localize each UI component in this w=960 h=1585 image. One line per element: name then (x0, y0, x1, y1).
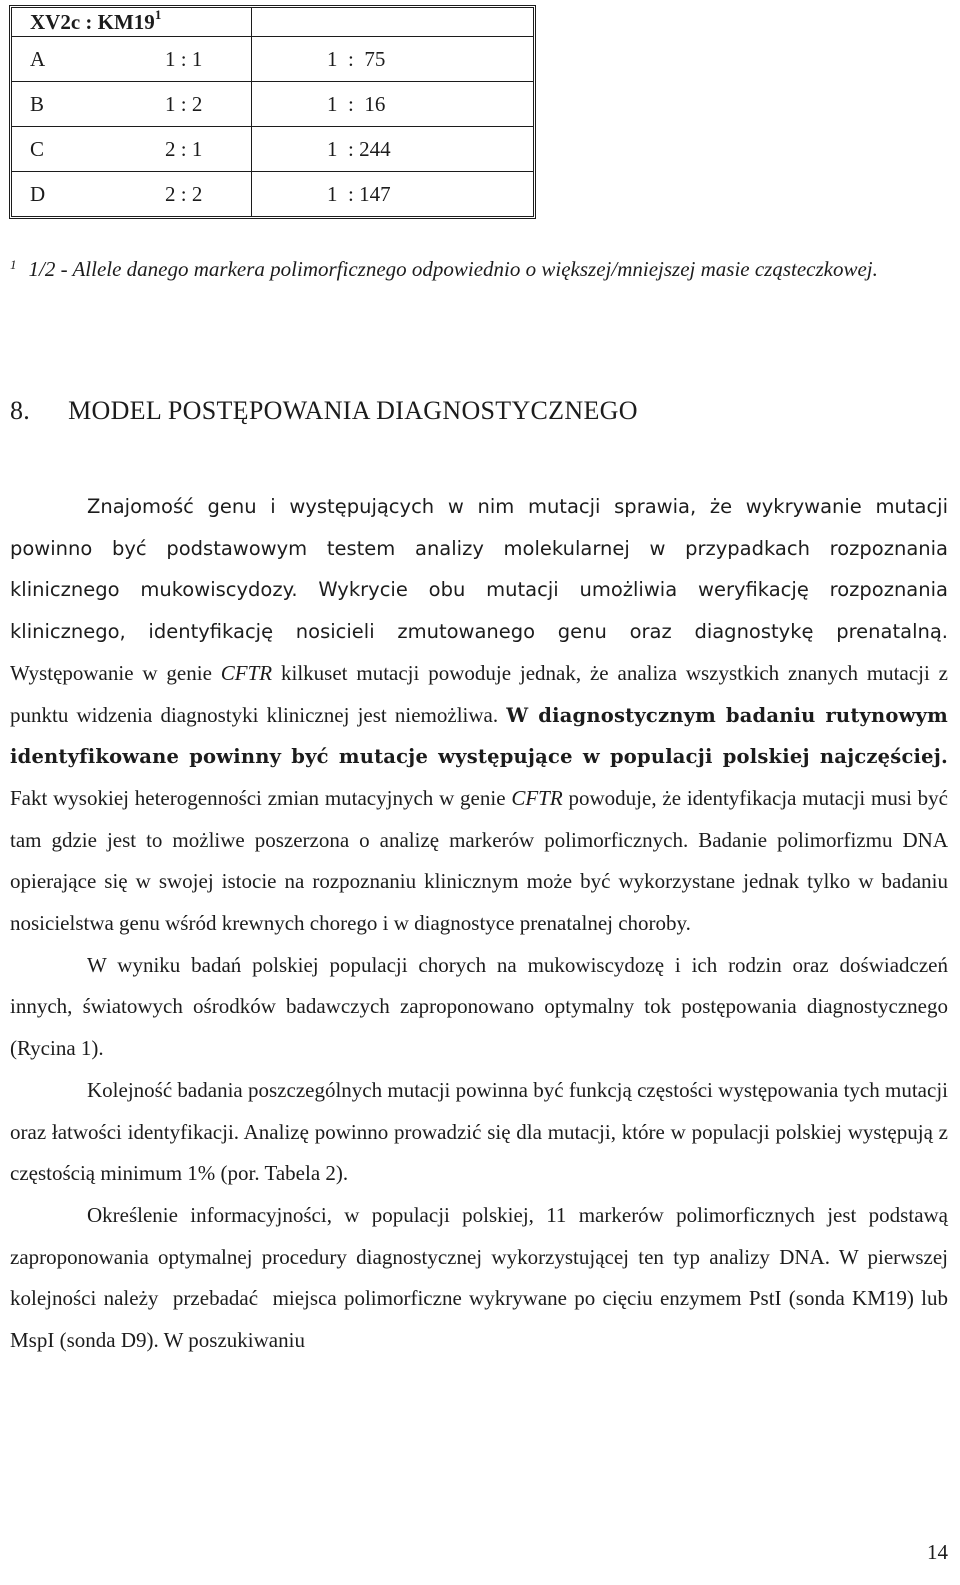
paragraph-3: Kolejność badania poszczególnych mutacji powinna być funkcją częstości występowania tych mutacji oraz łatwości identyfikacji. Analizę powinno prowadzić się dla mutacji, które w populacji polskiej występują z częstością minimum 1% (por. Tabela 2). (10, 1077, 948, 1186)
paragraph-1-run-3a: Fakt wysokiej heterogenności zmian mutacyjnych w genie (10, 785, 512, 810)
table-row (12, 36, 533, 81)
row-label: D (12, 171, 148, 216)
row-ratio: 1 : 16 (252, 81, 533, 126)
table-header-label: XV2c : KM19 (30, 9, 155, 34)
table-header-superscript: 1 (154, 6, 162, 22)
section-heading (10, 396, 638, 426)
section-number: 8. (10, 396, 31, 425)
row-allele: 1 : 2 (148, 81, 252, 126)
page-number: 14 (927, 1540, 948, 1564)
table-row (12, 126, 533, 171)
paragraph-1-run-2c: kilkuset mutacji powoduje jednak, że analiza wszystkich znanych mutacji z punktu widzenia diagnostyki klinicznej jest niemożliwa. (10, 660, 949, 727)
paragraph-1-run-3c: powoduje, że identyfikacja mutacji musi być tam gdzie jest to możliwe poszerzona o analizę markerów polimorficznych. Badanie polimorfizmu DNA opierające się w swojej istocie na rozpoznaniu klinicznym może być wykorzystane jednak tylko w badaniu nosicielstwa genu wśród krewnych chorego i w diagnostyce prenatalnej choroby. (10, 785, 948, 936)
paragraph-4: Określenie informacyjności, w populacji polskiej, 11 markerów polimorficznych jest podstawą zaproponowania optymalnej procedury diagnostycznej wykorzystującej ten typ analizy DNA. W pierwszej kolejności należy przebadać miejsca polimorficzne wykrywane po cięciu enzymem PstI (sonda KM19) lub MspI (sonda D9). W poszukiwaniu (10, 1202, 954, 1353)
row-label: A (12, 36, 148, 81)
paragraph-2: W wyniku badań polskiej populacji chorych na mukowiscydozę i ich rodzin oraz doświadczeń innych, światowych ośrodków badawczych zaproponowano optymalny tok postępowania diagnostycznego (Rycina 1). (10, 952, 948, 1061)
table-header-cell (12, 8, 252, 36)
row-allele: 2 : 2 (148, 171, 252, 216)
footnote-text: 1/2 - Allele danego markera polimorficznego odpowiednio o większej/mniejszej masie cząsteczkowej. (28, 257, 878, 281)
row-ratio: 1 : 147 (252, 171, 533, 216)
genotype-risk-table (9, 5, 536, 219)
gene-name-cftr: CFTR (220, 660, 273, 685)
footnote-marker: 1 (10, 257, 17, 272)
row-label: B (12, 81, 148, 126)
table-header-row (12, 8, 533, 36)
table-row (12, 81, 533, 126)
row-allele: 1 : 1 (148, 36, 252, 81)
row-ratio: 1 : 75 (252, 36, 533, 81)
footnote (10, 250, 940, 288)
body-text (10, 486, 954, 1362)
gene-name-cftr: CFTR (511, 785, 563, 810)
table-row (12, 171, 533, 216)
paragraph-1-run-2a: Występowanie w genie (10, 660, 221, 685)
row-label: C (12, 126, 148, 171)
paragraph-1-bold-run: W diagnostycznym badaniu rutynowym identyfikowane powinny być mutacje występujące w populacji polskiej najczęściej. (10, 703, 948, 769)
section-title: MODEL POSTĘPOWANIA DIAGNOSTYCZNEGO (68, 396, 638, 425)
table-header-empty-cell (252, 8, 533, 36)
row-allele: 2 : 1 (148, 126, 252, 171)
paragraph-1-sans-run: Znajomość genu i występujących w nim mutacji sprawia, że wykrywanie mutacji powinno być podstawowym testem analizy molekularnej w przypadkach rozpoznania klinicznego mukowiscydozy. Wykrycie obu mutacji umożliwia weryfikację rozpoznania klinicznego, identyfikację nosicieli zmutowanego genu oraz diagnostykę prenatalną. (10, 495, 948, 644)
row-ratio: 1 : 244 (252, 126, 533, 171)
paragraph-1 (10, 486, 948, 945)
